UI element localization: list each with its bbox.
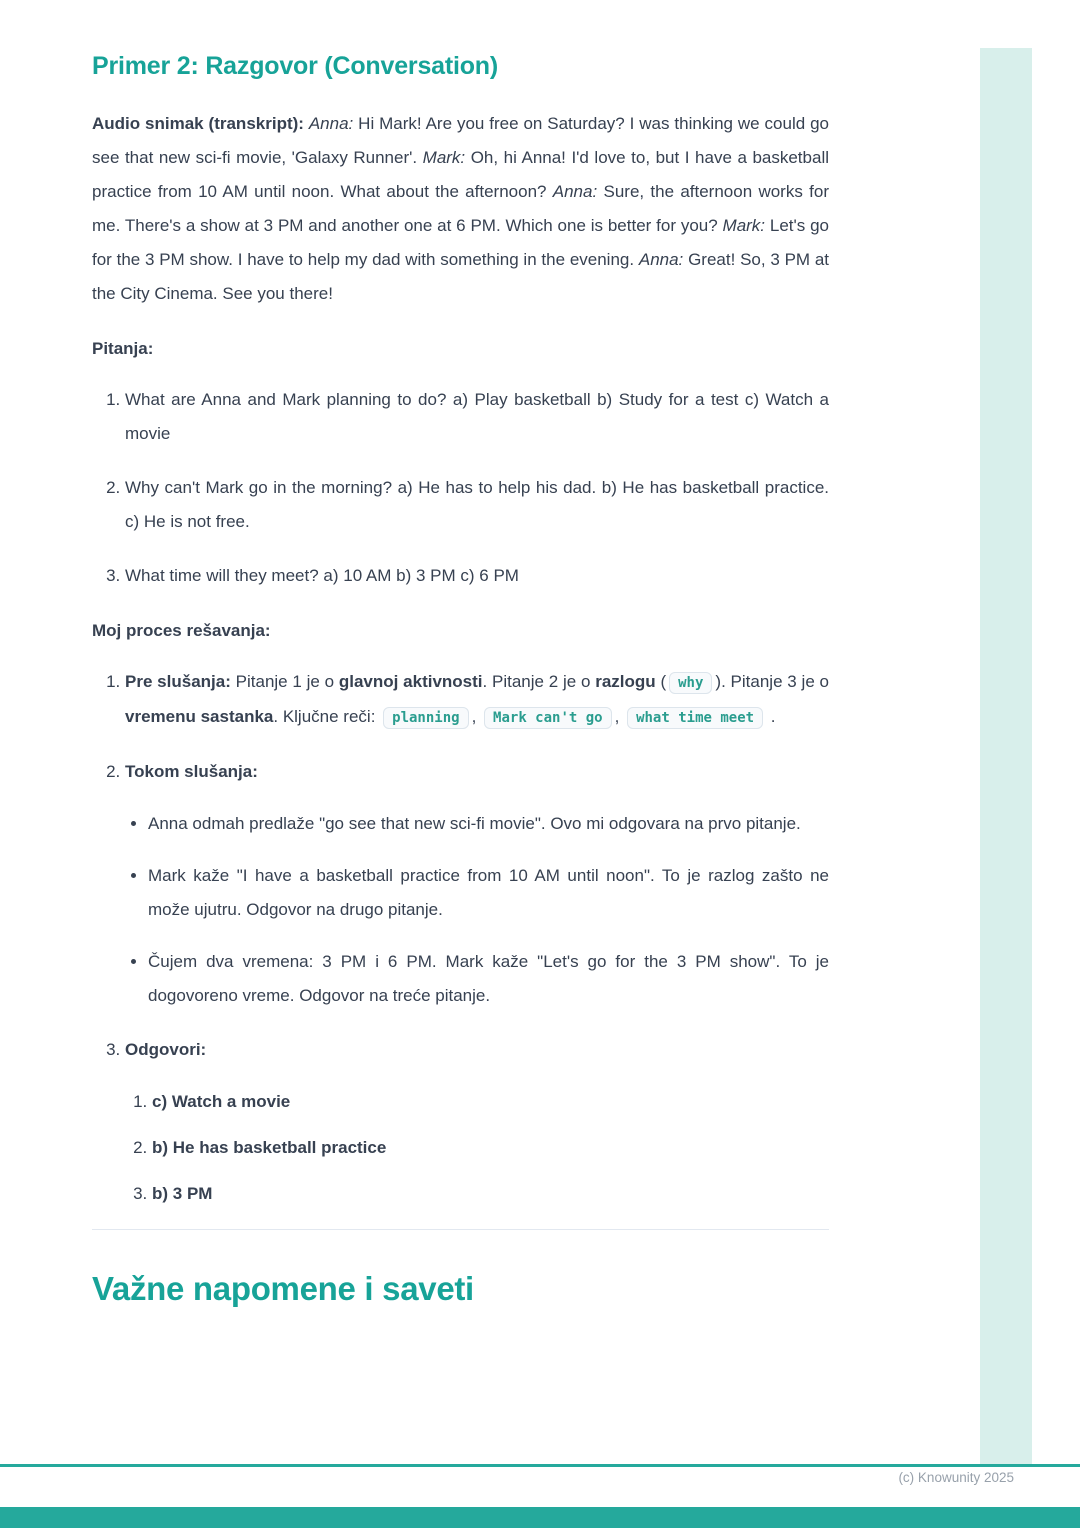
- note-content: [92, 44, 829, 1308]
- bullet-item-3: • Čujem dva vremena: 3 PM i 6 PM. Mark kaže "Let's go for the 3 PM show". To je dogovoreno vreme. Odgovor na treće pitanje.: [148, 945, 829, 1013]
- answer-text-1: c) Watch a movie: [152, 1092, 291, 1111]
- during-label: Tokom slušanja:: [125, 762, 258, 781]
- answers-label: Odgovori:: [125, 1040, 207, 1059]
- question-item-1: 1. What are Anna and Mark planning to do? a) Play basketball b) Study for a test c) Watch a movie: [125, 383, 829, 451]
- transcript-paragraph: Audio snimak (transkript): Anna: Hi Mark! Are you free on Saturday? I was thinking we could go see that new sci-fi movie, 'Galaxy Runner'. Mark: Oh, hi Anna! I'd love to, but I have a basketball practice from 10 AM until noon. What about the afternoon? Anna: Sure, the afternoon works for me. There's a show at 3 PM and another one at 6 PM. Which one is better for you? Mark: Let's go for the 3 PM show. I have to help my dad with something in the evening. Anna: Great! So, 3 PM at the City Cinema. See you there!: [92, 114, 830, 303]
- process-label: Moj proces rešavanja:: [92, 621, 271, 640]
- bullet-item-1: • Anna odmah predlaže "go see that new sci-fi movie". Ovo mi odgovara na prvo pitanje.: [148, 807, 829, 841]
- questions-list: [92, 383, 829, 593]
- section-heading: Primer 2: Razgovor (Conversation): [92, 52, 498, 80]
- process-step-during: [125, 755, 829, 1013]
- answer-item-1: [152, 1087, 829, 1117]
- footer-rule: [0, 1464, 1080, 1467]
- question-item-3: 3. What time will they meet? a) 10 AM b) 3 PM c) 6 PM: [125, 559, 829, 593]
- answer-item-3: [152, 1179, 829, 1209]
- answer-item-2: [152, 1133, 829, 1163]
- section-divider: [92, 1229, 829, 1230]
- process-list: [92, 665, 829, 1209]
- footer-credit: (c) Knowunity 2025: [898, 1470, 1014, 1485]
- brand-bottom-bar: [0, 1507, 1080, 1528]
- bullet-item-2: • Mark kaže "I have a basketball practice from 10 AM until noon". To je razlog zašto ne može ujutru. Odgovor na drugo pitanje.: [148, 859, 829, 927]
- answer-text-3: b) 3 PM: [152, 1184, 213, 1203]
- process-step-pre: 1. Pre slušanja: Pitanje 1 je o glavnoj aktivnosti. Pitanje 2 je o razlogu ( why ). Pitanje 3 je o vremenu sastanka. Ključne reči: planning , Mark can't go , what time meet .: [125, 665, 829, 735]
- next-section-heading: Važne napomene i saveti: [92, 1270, 474, 1307]
- process-step-answers: [125, 1033, 829, 1209]
- page-side-strip: [980, 48, 1032, 1464]
- during-bullets-list: [125, 807, 829, 1013]
- answers-list: [125, 1087, 829, 1209]
- question-item-2: 2. Why can't Mark go in the morning? a) He has to help his dad. b) He has basketball practice. c) He is not free.: [125, 471, 829, 539]
- answer-text-2: b) He has basketball practice: [152, 1138, 387, 1157]
- questions-label: Pitanja:: [92, 339, 154, 358]
